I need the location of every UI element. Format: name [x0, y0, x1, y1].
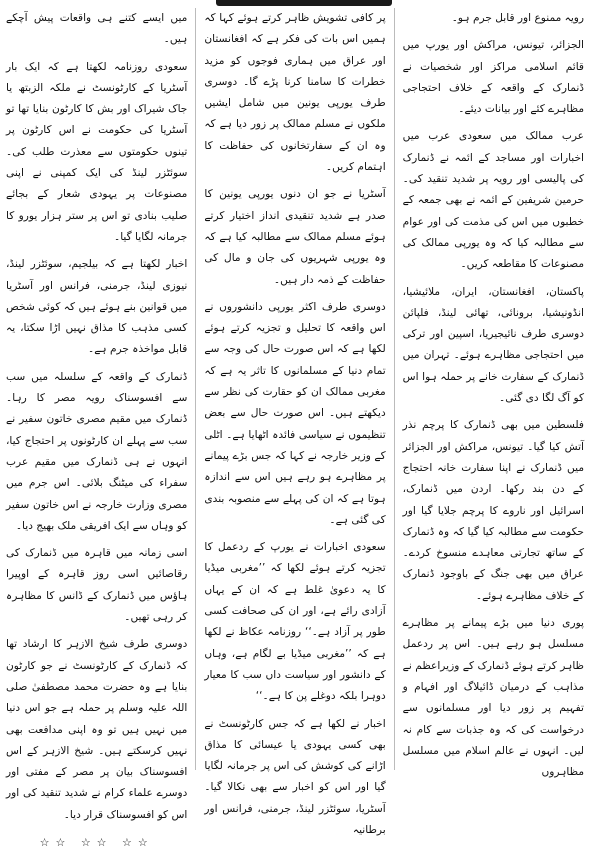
paragraph: اسی زمانہ میں قاہرہ میں ڈنمارک کی رقاصائیں اسی روز قاہرہ کے اوپیرا ہاؤس میں ڈنمارک کے ڈانس کا مظاہرہ کر رہی تھیں۔ — [6, 547, 188, 624]
header-decoration — [216, 0, 392, 6]
column-left — [6, 8, 188, 849]
paragraph: اخبار لکھتا ہے کہ بیلجیم، سوئٹزر لینڈ، نیوزی لینڈ، جرمنی، فرانس اور آسٹریا میں قوانین بنے ہوئے ہیں کہ کوئی شخص کسی مذہب کا مذاق نہیں اڑا سکتا، یہ قابل مواخذہ جرم ہے۔ — [6, 258, 188, 356]
paragraph: سعودی روزنامہ لکھتا ہے کہ ایک بار آسٹریا کے کارٹونسٹ نے ملکہ الزبتھ یا جاک شیراک اور بش کا کارٹون بنایا تھا تو آسٹریا کی حکومت نے اس کارٹون پر تینوں حکومتوں سے معذرت طلب کی۔ سوئٹزر لینڈ کی ایک کمپنی نے اپنی مصنوعات پر یہودی شعار کے بجائے صلیب بنادی تو اس پر ستر ہزار یورو کا جرمانہ لگایا گیا۔ — [6, 60, 188, 243]
paragraph: ڈنمارک کے واقعہ کے سلسلہ میں سب سے افسوسناک رویہ مصر کا رہا۔ ڈنمارک میں مقیم مصری خاتون سفیر نے سب سے پہلے ان کارٹونوں پر احتجاج کیا، انہوں نے ہی ڈنمارک میں مقیم عرب سفراء کی میٹنگ بلائی۔ اس جرم میں مصری وزارت خارجہ نے اس خاتون سفیر کو وہاں سے ایک افریقی ملک بھیج دیا۔ — [6, 370, 188, 532]
paragraph: اخبار نے لکھا ہے کہ جس کارٹونسٹ نے بھی کسی یہودی یا عیسائی کا مذاق اڑانے کی کوشش کی اس پر جرمانہ لگایا گیا اور اس کو اخبار سے بھی نکالا گیا۔ آسٹریا، سوئٹزر لینڈ، جرمنی، فرانس اور برطانیہ — [204, 717, 386, 836]
paragraph: پاکستان، افغانستان، ایران، ملائیشیا، انڈونیشیا، برونائی، تھائی لینڈ، فلپائن دوسری طرف نائیجیریا، اسپین اور ترکی میں احتجاجی مظاہرے ہوئے۔ تہران میں ڈنمارک کے سفارت خانے پر حملہ ہوا اس کو آگ لگا دی گئی۔ — [402, 285, 584, 405]
column-divider — [394, 8, 395, 770]
paragraph: پر کافی تشویش ظاہر کرتے ہوئے کہا کہ ہمیں اس بات کی فکر ہے کہ افغانستان اور عراق میں ہماری فوجوں کو مزید خطرات کا سامنا کرنا پڑے گا۔ دوسری طرف یورپی یونین میں شامل ایشیں ملکوں نے مسلم ممالک پر زور دیا ہے کہ وہ ان کے سفارتخانوں کی حفاظت کا اہتمام کریں۔ — [204, 12, 386, 174]
paragraph: عرب ممالک میں سعودی عرب میں اخبارات اور مساجد کے ائمہ نے ڈنمارک کی پالیسی اور رویہ پر شدید تنقید کی۔ حرمین شریفین کے ائمہ نے بھی جمعہ کے خطبوں میں اس کی مذمت کی اور عوام سے مطالبہ کیا کہ وہ یورپی ممالک کی مصنوعات کا مقاطعہ کریں۔ — [402, 130, 584, 271]
article-end-mark: ☆☆ ☆☆ ☆☆ — [39, 835, 154, 849]
column-right — [402, 8, 584, 779]
paragraph: میں ایسے کتنے ہی واقعات پیش آچکے ہیں۔ — [6, 12, 188, 46]
paragraph: الجزائر، تیونس، مراکش اور یورپ میں قائم اسلامی مراکز اور شخصیات نے ڈنمارک کے واقعہ کے خلاف احتجاجی مظاہرے کئے اور بیانات دیئے۔ — [402, 39, 584, 116]
paragraph: دوسری طرف اکثر یورپی دانشوروں نے اس واقعہ کا تحلیل و تجزیہ کرتے ہوئے لکھا ہے کہ اس صورت حال کی وجہ سے تمام دنیا کے مسلمانوں کا تاثر یہ ہے کہ مغربی ممالک ان کو حقارت کی نظر سے دیکھتے ہیں۔ اس صورت حال سے بعض تنظیموں نے سیاسی فائدہ اٹھایا ہے۔ اٹلی کے وزیر خارجہ نے کہا کہ جس بڑے پیمانے پر مظاہرے ہو رہے ہیں اس سے اندازہ ہوتا ہے کہ ان کی پہلے سے منصوبہ بندی کی گئی ہے۔ — [204, 300, 386, 526]
paragraph: آسٹریا نے جو ان دنوں یورپی یونین کا صدر ہے شدید تنقیدی انداز اختیار کرتے ہوئے مسلم ممالک سے مطالبہ کیا ہے کہ وہ یورپی شہریوں کی جان و مال کی حفاظت کے ذمہ دار ہیں۔ — [204, 188, 386, 286]
paragraph: پوری دنیا میں بڑے پیمانے پر مظاہرے مسلسل ہو رہے ہیں۔ اس پر ردعمل ظاہر کرتے ہوئے ڈنمارک کے وزیراعظم نے مذاہب کے درمیان ڈائیلاگ اور افہام و تفہیم پر زور دیا اور مسلمانوں سے درخواست کی کہ وہ جذبات سے کام نہ لیں۔ انہوں نے عالم اسلام میں مسلسل مظاہروں — [402, 617, 584, 779]
column-divider — [195, 8, 196, 770]
paragraph: دوسری طرف شیخ الازہر کا ارشاد تھا کہ ڈنمارک کے کارٹونسٹ نے جو کارٹون بنایا ہے وہ حضرت محمد مصطفیٰ صلی اللہ علیہ وسلم پر حملہ ہے جو اس دنیا میں نہیں ہیں تو وہ اپنی مدافعت بھی نہیں کرسکتے ہیں۔ شیخ الازہر کے اس افسوسناک بیان پر مصر کے مفتی اور دوسرے علماء کرام نے شدید تنقید کی اور اس کو افسوسناک قرار دیا۔ — [6, 638, 188, 821]
paragraph: سعودی اخبارات نے یورپ کے ردعمل کا تجزیہ کرتے ہوئے لکھا کہ ’’مغربی میڈیا کا یہ دعویٰ غلط ہے کہ ان کے یہاں آزادی رائے ہے، اور ان کی صحافت کسی طور پر آزاد ہے۔‘‘ روزنامہ عکاظ نے لکھا ہے کہ ’’مغربی میڈیا بے لگام ہے، وہاں کے دانشور اور سیاست داں سب کا معیار دوہرا بلکہ دوغلے پن کا ہے۔‘‘ — [204, 541, 386, 703]
paragraph: فلسطین میں بھی ڈنمارک کا پرچم نذر آتش کیا گیا۔ تیونس، مراکش اور الجزائر میں ڈنمارک نے اپنا سفارت خانہ احتجاج کے دن بند رکھا۔ اردن میں ڈنمارک، اسرائیل اور ناروے کا پرچم جلایا گیا اور حکومت سے مطالبہ کیا گیا کہ وہ ڈنمارک کے ساتھ تجارتی معاہدے منسوخ کردے۔ عراق میں بھی جنگ کے باوجود ڈنمارک کے خلاف مظاہرے ہوئے۔ — [402, 419, 584, 602]
text-columns — [6, 8, 584, 849]
paragraph: رویہ ممنوع اور قابل جرم ہو۔ — [451, 12, 584, 24]
column-middle — [204, 8, 386, 836]
